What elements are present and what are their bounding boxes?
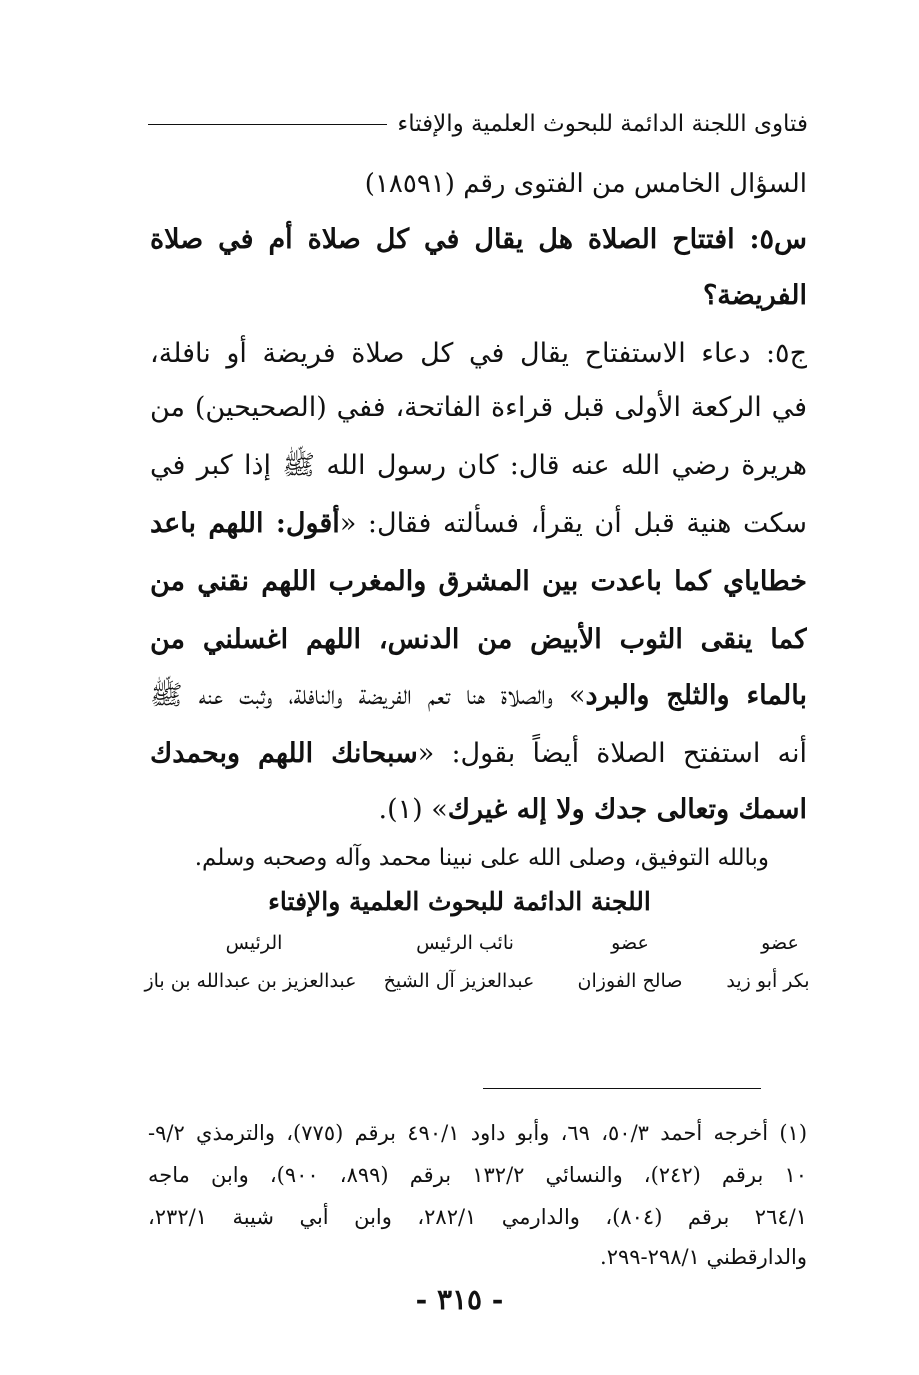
signatory-name-4: عبدالعزيز بن عبدالله بن باز bbox=[144, 970, 357, 992]
answer-line-3: هريرة رضي الله عنه قال: كان رسول الله ﷺ إذا كبر في bbox=[150, 450, 807, 481]
signatory-name-3: عبدالعزيز آل الشيخ bbox=[383, 970, 535, 992]
answer-line-9-hadith: اسمك وتعالى جدك ولا إله غيرك bbox=[447, 794, 807, 825]
header-rule bbox=[148, 124, 387, 125]
signatory-role-2: عضو bbox=[611, 932, 649, 954]
header-title: فتاوى اللجنة الدائمة للبحوث العلمية والإفتاء bbox=[397, 111, 808, 137]
answer-line-4-hadith: أقول: اللهم باعد bbox=[150, 508, 340, 539]
signatory-role-3: نائب الرئيس bbox=[416, 932, 514, 954]
answer-line-8-plain: أنه استفتح الصلاة أيضاً بقول: « bbox=[417, 738, 807, 769]
question-line-2: الفريضة؟ bbox=[702, 280, 807, 311]
answer-line-5: خطاياي كما باعدت بين المشرق والمغرب اللهم نقني من bbox=[150, 566, 807, 597]
signatory-role-1: عضو bbox=[761, 932, 799, 954]
signatory-role-4: الرئيس bbox=[225, 932, 283, 954]
running-header bbox=[148, 104, 808, 144]
answer-line-4-plain: سكت هنية قبل أن يقرأ، فسألته فقال: « bbox=[339, 508, 807, 539]
footnote-line-2: ١٠ برقم (٢٤٢)، والنسائي ١٣٢/٢ برقم (٨٩٩، ٩٠٠)، وابن ماجه bbox=[148, 1163, 807, 1187]
answer-line-7-hadith: بالماء والثلج والبرد bbox=[585, 680, 807, 711]
footnote-line-1: (١) أخرجه أحمد ٥٠/٣، ٦٩، وأبو داود ٤٩٠/١ برقم (٧٧٥)، والترمذي ٩/٢- bbox=[148, 1121, 807, 1145]
answer-line-1: ج٥: دعاء الاستفتاح يقال في كل صلاة فريضة أو نافلة، bbox=[150, 338, 807, 369]
answer-line-8 bbox=[150, 724, 807, 784]
signatory-name-1: بكر أبو زيد bbox=[726, 970, 810, 992]
page-number: - ٣١٥ - bbox=[415, 1283, 504, 1316]
committee-name: اللجنة الدائمة للبحوث العلمية والإفتاء bbox=[268, 887, 651, 916]
closing-formula: وبالله التوفيق، وصلى الله على نبينا محمد وآله وصحبه وسلم. bbox=[194, 845, 769, 871]
answer-line-9 bbox=[379, 780, 807, 840]
answer-line-7-plain: » والصلاة هنا تعم الفريضة والنافلة، وثبت عنه ﷺ bbox=[150, 680, 586, 711]
footnote-separator bbox=[483, 1088, 761, 1089]
answer-line-6: كما ينقى الثوب الأبيض من الدنس، اللهم اغسلني من bbox=[150, 624, 807, 655]
answer-line-7 bbox=[150, 666, 807, 726]
question-line-1: س٥: افتتاح الصلاة هل يقال في كل صلاة أم في صلاة bbox=[150, 224, 807, 255]
footnote-line-3: ٢٦٤/١ برقم (٨٠٤)، والدارمي ٢٨٢/١، وابن أبي شيبة ٢٣٢/١، bbox=[148, 1205, 807, 1229]
answer-line-8-hadith: سبحانك اللهم وبحمدك bbox=[150, 738, 418, 769]
fatwa-intro: السؤال الخامس من الفتوى رقم (١٨٥٩١) bbox=[364, 169, 807, 199]
answer-line-2: في الركعة الأولى قبل قراءة الفاتحة، ففي (الصحيحين) من bbox=[150, 392, 807, 423]
answer-line-9-plain: » (١). bbox=[378, 794, 448, 825]
answer-line-4 bbox=[150, 494, 807, 554]
footnote-line-4: والدارقطني ٢٩٨/١-٢٩٩. bbox=[600, 1245, 807, 1269]
signatory-name-2: صالح الفوزان bbox=[577, 970, 683, 992]
